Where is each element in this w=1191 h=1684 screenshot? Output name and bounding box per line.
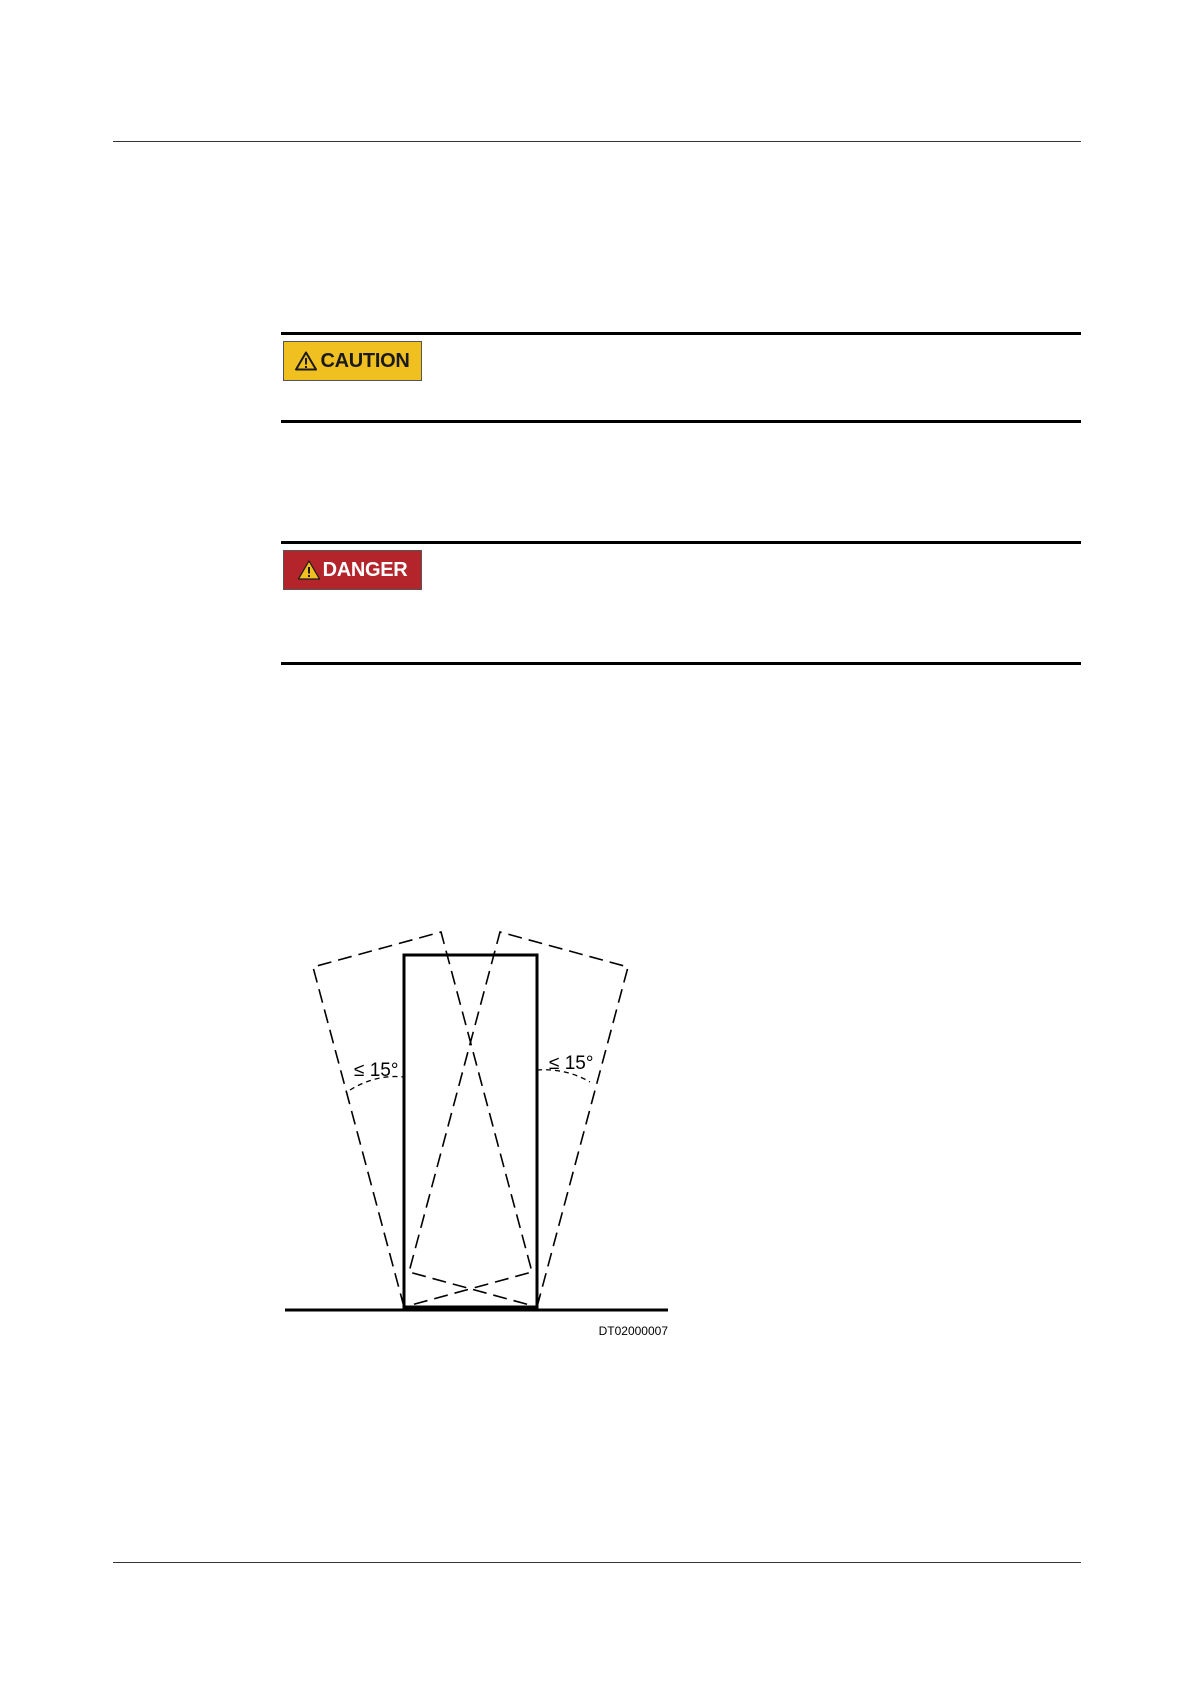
- tilt-angle-figure: [270, 920, 690, 1340]
- warning-triangle-icon: [298, 560, 320, 580]
- right-tilted-cabinet-outline: [409, 932, 628, 1307]
- caution-top-rule: [281, 332, 1081, 335]
- warning-triangle-icon: [295, 351, 317, 371]
- caution-bottom-rule: [281, 420, 1081, 423]
- header-rule: [113, 141, 1081, 142]
- right-angle-label: ≤ 15°: [549, 1053, 594, 1074]
- left-tilted-cabinet-outline: [313, 932, 532, 1307]
- danger-label: [283, 550, 422, 590]
- footer-rule: [113, 1562, 1081, 1563]
- caution-label-text: CAUTION: [320, 349, 410, 372]
- danger-top-rule: [281, 541, 1081, 544]
- danger-bottom-rule: [281, 662, 1081, 665]
- caution-label: [283, 341, 422, 381]
- danger-label-text: DANGER: [322, 558, 408, 581]
- tilt-diagram: [270, 920, 690, 1340]
- left-angle-label: ≤ 15°: [354, 1060, 399, 1081]
- figure-id: DT02000007: [598, 1324, 668, 1338]
- upright-cabinet-outline: [404, 955, 537, 1307]
